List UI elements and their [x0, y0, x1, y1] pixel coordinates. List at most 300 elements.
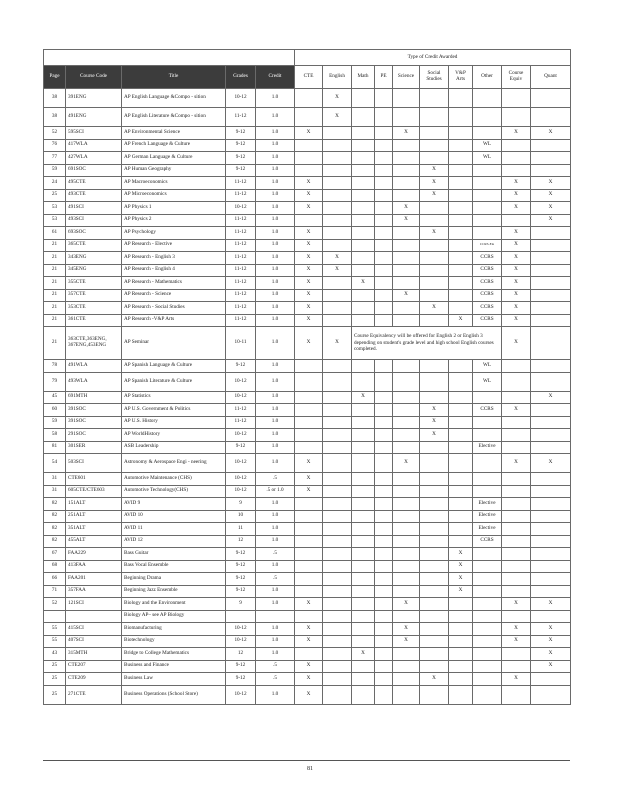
table-row — [44, 648, 571, 661]
pe-cell — [375, 252, 393, 265]
course-equiv-cell — [502, 523, 531, 536]
vp-arts-cell — [449, 648, 473, 661]
course-code-cell: 151ALT — [66, 498, 122, 511]
course-credit-table — [43, 49, 571, 705]
social-studies-cell — [420, 510, 449, 523]
page-cell: 21 — [44, 277, 66, 290]
quant-cell: X — [531, 623, 571, 636]
social-studies-cell — [420, 685, 449, 704]
course-equiv-cell — [502, 164, 531, 177]
col-page-header: Page — [44, 66, 66, 89]
quant-cell: X — [531, 648, 571, 661]
grades-cell: 9 — [226, 598, 256, 611]
credit-cell: 1.0 — [256, 177, 295, 190]
quant-cell — [531, 573, 571, 586]
other-cell — [473, 685, 502, 704]
science-cell — [393, 391, 420, 404]
social-studies-cell: X — [420, 302, 449, 315]
table-row — [44, 252, 571, 265]
math-cell — [352, 510, 375, 523]
english-cell — [323, 473, 352, 486]
credit-cell: 1.0 — [256, 523, 295, 536]
course-equiv-cell — [502, 660, 531, 673]
math-cell — [352, 416, 375, 429]
math-cell — [352, 372, 375, 391]
course-equiv-cell: X — [502, 673, 531, 686]
credit-cell: 1.0 — [256, 152, 295, 165]
other-cell — [473, 610, 502, 623]
course-equiv-cell: X — [502, 302, 531, 315]
course-equiv-cell — [502, 441, 531, 454]
social-studies-cell — [420, 289, 449, 302]
page-cell: 31 — [44, 485, 66, 498]
vp-arts-cell — [449, 264, 473, 277]
table-row — [44, 227, 571, 240]
course-equiv-cell: X — [502, 598, 531, 611]
science-cell: X — [393, 454, 420, 473]
grades-cell: 11-12 — [226, 302, 256, 315]
vp-arts-cell — [449, 404, 473, 417]
cte-cell — [295, 139, 323, 152]
social-studies-cell — [420, 623, 449, 636]
credit-cell: .5 — [256, 548, 295, 561]
course-code-cell: 357CTE — [66, 289, 122, 302]
title-cell: AP English Literature &Compo - sition — [122, 108, 226, 127]
science-cell — [393, 610, 420, 623]
social-studies-cell — [420, 635, 449, 648]
grades-cell: 11-12 — [226, 277, 256, 290]
cte-cell: X — [295, 239, 323, 252]
cte-cell — [295, 560, 323, 573]
grades-cell: 9-12 — [226, 360, 256, 373]
math-cell — [352, 252, 375, 265]
grades-cell: 9-12 — [226, 164, 256, 177]
science-cell — [393, 89, 420, 108]
english-cell — [323, 635, 352, 648]
english-cell — [323, 648, 352, 661]
vp-arts-cell — [449, 139, 473, 152]
course-code-cell: 691SOC — [66, 164, 122, 177]
col-course-equiv-header: Course Equiv — [502, 66, 531, 89]
credit-cell: 1.0 — [256, 327, 295, 360]
course-code-cell: 353CTE — [66, 302, 122, 315]
science-cell — [393, 585, 420, 598]
other-cell: WL — [473, 360, 502, 373]
cte-cell — [295, 610, 323, 623]
course-equiv-cell: X — [502, 127, 531, 140]
social-studies-cell: X — [420, 227, 449, 240]
other-cell — [473, 214, 502, 227]
course-equiv-cell — [502, 108, 531, 127]
pe-cell — [375, 585, 393, 598]
english-cell — [323, 523, 352, 536]
social-studies-cell — [420, 454, 449, 473]
math-cell — [352, 485, 375, 498]
course-equiv-cell: X — [502, 177, 531, 190]
math-cell — [352, 598, 375, 611]
table-row — [44, 535, 571, 548]
quant-cell — [531, 302, 571, 315]
cte-cell — [295, 429, 323, 442]
english-cell — [323, 585, 352, 598]
grades-cell: 9-12 — [226, 673, 256, 686]
title-cell: AP Physics 2 — [122, 214, 226, 227]
quant-cell — [531, 152, 571, 165]
cte-cell: X — [295, 314, 323, 327]
credit-cell: 1.0 — [256, 164, 295, 177]
page-cell: 21 — [44, 239, 66, 252]
quant-cell — [531, 673, 571, 686]
science-cell — [393, 498, 420, 511]
other-cell — [473, 673, 502, 686]
table-row — [44, 548, 571, 561]
cte-cell: X — [295, 277, 323, 290]
page-cell: 61 — [44, 227, 66, 240]
page-cell: 82 — [44, 535, 66, 548]
science-cell — [393, 441, 420, 454]
credit-cell: 1.0 — [256, 264, 295, 277]
vp-arts-cell — [449, 227, 473, 240]
course-equiv-cell — [502, 585, 531, 598]
title-cell: AP Research - Elective — [122, 239, 226, 252]
cte-cell: X — [295, 177, 323, 190]
vp-arts-cell — [449, 485, 473, 498]
cte-cell: X — [295, 264, 323, 277]
grades-cell: 12 — [226, 648, 256, 661]
table-row — [44, 164, 571, 177]
course-equiv-cell: X — [502, 277, 531, 290]
table-row — [44, 510, 571, 523]
course-code-cell: 391ENG — [66, 89, 122, 108]
page-cell: 53 — [44, 214, 66, 227]
other-cell — [473, 635, 502, 648]
course-equiv-cell — [502, 89, 531, 108]
course-equiv-cell — [502, 485, 531, 498]
quant-cell — [531, 498, 571, 511]
credit-cell: 1.0 — [256, 585, 295, 598]
table-row — [44, 623, 571, 636]
pe-cell — [375, 429, 393, 442]
social-studies-cell — [420, 648, 449, 661]
social-studies-cell — [420, 598, 449, 611]
equivalency-note: Course Equivalency will be offered for English 2 or English 3 depending on student's grade level and high school English courses completed. — [352, 327, 502, 360]
table-row — [44, 523, 571, 536]
page-cell: 31 — [44, 473, 66, 486]
grades-cell: 11-12 — [226, 314, 256, 327]
pe-cell — [375, 289, 393, 302]
grades-cell: 10-12 — [226, 391, 256, 404]
science-cell — [393, 360, 420, 373]
cte-cell: X — [295, 302, 323, 315]
other-cell — [473, 164, 502, 177]
page-cell: 25 — [44, 660, 66, 673]
grades-cell: 9-12 — [226, 548, 256, 561]
vp-arts-cell — [449, 152, 473, 165]
title-cell: Business Operations (School Store) — [122, 685, 226, 704]
credit-cell: 1.0 — [256, 214, 295, 227]
social-studies-cell — [420, 139, 449, 152]
math-cell — [352, 239, 375, 252]
credit-cell: 1.0 — [256, 560, 295, 573]
english-cell: X — [323, 252, 352, 265]
science-cell — [393, 673, 420, 686]
title-cell: AP Research - Science — [122, 289, 226, 302]
science-cell — [393, 429, 420, 442]
science-cell — [393, 152, 420, 165]
credit-cell: 1.0 — [256, 139, 295, 152]
grades-cell: 10-12 — [226, 685, 256, 704]
grades-cell: 10-12 — [226, 372, 256, 391]
quant-cell: X — [531, 660, 571, 673]
pe-cell — [375, 108, 393, 127]
quant-cell: X — [531, 635, 571, 648]
quant-cell — [531, 523, 571, 536]
grades-cell: 11-12 — [226, 108, 256, 127]
table-body — [44, 89, 571, 705]
pe-cell — [375, 673, 393, 686]
course-code-cell: 301SER — [66, 441, 122, 454]
page-cell: 38 — [44, 108, 66, 127]
table-row — [44, 372, 571, 391]
quant-cell — [531, 239, 571, 252]
page-cell: 68 — [44, 560, 66, 573]
science-cell — [393, 573, 420, 586]
english-cell — [323, 498, 352, 511]
math-cell — [352, 473, 375, 486]
other-cell — [473, 454, 502, 473]
cte-cell — [295, 585, 323, 598]
table-row — [44, 485, 571, 498]
pe-cell — [375, 648, 393, 661]
credit-cell: 1.0 — [256, 108, 295, 127]
other-cell: CCRS — [473, 302, 502, 315]
english-cell: X — [323, 327, 352, 360]
social-studies-cell — [420, 585, 449, 598]
math-cell — [352, 548, 375, 561]
other-cell: CCRS — [473, 264, 502, 277]
grades-cell: 9-12 — [226, 139, 256, 152]
english-cell — [323, 548, 352, 561]
pe-cell — [375, 485, 393, 498]
course-equiv-cell — [502, 214, 531, 227]
cte-cell — [295, 164, 323, 177]
science-cell: X — [393, 202, 420, 215]
grades-cell: 10-12 — [226, 635, 256, 648]
course-equiv-cell — [502, 535, 531, 548]
quant-cell — [531, 360, 571, 373]
grades-cell: 11-12 — [226, 416, 256, 429]
social-studies-cell — [420, 560, 449, 573]
other-cell — [473, 623, 502, 636]
course-equiv-cell — [502, 391, 531, 404]
cte-cell: X — [295, 252, 323, 265]
science-cell: X — [393, 127, 420, 140]
course-code-cell: FAA229 — [66, 548, 122, 561]
col-other-header: Other — [473, 66, 502, 89]
title-cell: Bass Vocal Ensemble — [122, 560, 226, 573]
title-cell: Biology and the Environment — [122, 598, 226, 611]
title-cell: AP U.S. History — [122, 416, 226, 429]
math-cell — [352, 202, 375, 215]
table-row — [44, 560, 571, 573]
quant-cell — [531, 164, 571, 177]
credit-cell: 1.0 — [256, 635, 295, 648]
social-studies-cell — [420, 127, 449, 140]
page-cell: 59 — [44, 164, 66, 177]
quant-cell — [531, 416, 571, 429]
credit-cell: 1.0 — [256, 189, 295, 202]
title-cell: AP French Language & Culture — [122, 139, 226, 152]
vp-arts-cell — [449, 277, 473, 290]
course-code-cell: 495CTE — [66, 177, 122, 190]
math-cell — [352, 660, 375, 673]
course-equiv-cell: X — [502, 227, 531, 240]
grades-cell: 9 — [226, 498, 256, 511]
vp-arts-cell — [449, 202, 473, 215]
course-code-cell: 491SCI — [66, 202, 122, 215]
course-code-cell: 121SCI — [66, 598, 122, 611]
english-cell — [323, 214, 352, 227]
quant-cell: X — [531, 598, 571, 611]
english-cell: X — [323, 264, 352, 277]
social-studies-cell — [420, 360, 449, 373]
pe-cell — [375, 277, 393, 290]
title-cell: AP Human Geography — [122, 164, 226, 177]
title-cell: AP German Language & Culture — [122, 152, 226, 165]
social-studies-cell — [420, 573, 449, 586]
course-equiv-cell: X — [502, 623, 531, 636]
course-code-cell: 291SOC — [66, 429, 122, 442]
pe-cell — [375, 264, 393, 277]
credit-cell: 1.0 — [256, 372, 295, 391]
page-cell: 54 — [44, 454, 66, 473]
math-cell — [352, 360, 375, 373]
other-cell — [473, 485, 502, 498]
vp-arts-cell — [449, 391, 473, 404]
vp-arts-cell — [449, 239, 473, 252]
course-equiv-cell: X — [502, 404, 531, 417]
credit-cell: 1.0 — [256, 510, 295, 523]
course-equiv-cell: X — [502, 239, 531, 252]
cte-cell — [295, 535, 323, 548]
math-cell: X — [352, 277, 375, 290]
page-cell: 52 — [44, 127, 66, 140]
math-cell — [352, 404, 375, 417]
english-cell — [323, 372, 352, 391]
english-cell — [323, 164, 352, 177]
page-cell: 59 — [44, 416, 66, 429]
course-code-cell: 491ENG — [66, 108, 122, 127]
english-cell — [323, 610, 352, 623]
course-code-cell: 427WLA — [66, 152, 122, 165]
cte-cell: X — [295, 598, 323, 611]
vp-arts-cell — [449, 473, 473, 486]
other-cell: Elective — [473, 498, 502, 511]
grades-cell: 10 — [226, 510, 256, 523]
other-cell — [473, 127, 502, 140]
table-row — [44, 127, 571, 140]
science-cell — [393, 108, 420, 127]
pe-cell — [375, 239, 393, 252]
course-equiv-cell: X — [502, 635, 531, 648]
pe-cell — [375, 127, 393, 140]
table-row — [44, 189, 571, 202]
other-cell: WL — [473, 152, 502, 165]
course-equiv-cell: X — [502, 454, 531, 473]
social-studies-cell — [420, 441, 449, 454]
math-cell — [352, 314, 375, 327]
title-cell: Biomanufacturing — [122, 623, 226, 636]
table-row — [44, 441, 571, 454]
science-cell — [393, 473, 420, 486]
grades-cell: 11-12 — [226, 227, 256, 240]
science-cell: X — [393, 214, 420, 227]
cte-cell: X — [295, 454, 323, 473]
title-cell: AP Physics 1 — [122, 202, 226, 215]
title-cell: AP Research - English 4 — [122, 264, 226, 277]
social-studies-cell — [420, 264, 449, 277]
table-row — [44, 277, 571, 290]
page-cell: 81 — [44, 441, 66, 454]
pe-cell — [375, 302, 393, 315]
other-cell — [473, 416, 502, 429]
table-row — [44, 473, 571, 486]
footer-divider — [43, 760, 570, 761]
pe-cell — [375, 404, 393, 417]
table-row — [44, 327, 571, 360]
quant-cell — [531, 510, 571, 523]
credit-cell: .5 — [256, 473, 295, 486]
english-cell — [323, 685, 352, 704]
credit-cell: 1.0 — [256, 416, 295, 429]
title-cell: Bridge to College Mathematics — [122, 648, 226, 661]
social-studies-cell — [420, 152, 449, 165]
credit-cell: 1.0 — [256, 239, 295, 252]
science-cell — [393, 548, 420, 561]
math-cell — [352, 635, 375, 648]
math-cell — [352, 673, 375, 686]
grades-cell: 9-12 — [226, 585, 256, 598]
math-cell: X — [352, 648, 375, 661]
page-cell: 38 — [44, 89, 66, 108]
credit-cell: 1.0 — [256, 535, 295, 548]
vp-arts-cell: X — [449, 573, 473, 586]
math-cell — [352, 441, 375, 454]
course-equiv-cell — [502, 510, 531, 523]
quant-cell — [531, 252, 571, 265]
grades-cell: 10-12 — [226, 485, 256, 498]
vp-arts-cell — [449, 635, 473, 648]
quant-cell: X — [531, 189, 571, 202]
page-cell: 52 — [44, 598, 66, 611]
vp-arts-cell — [449, 454, 473, 473]
quant-cell — [531, 314, 571, 327]
math-cell — [352, 454, 375, 473]
course-equiv-cell — [502, 548, 531, 561]
course-code-cell: 363CTE,363ENG, 367ENG,453ENG — [66, 327, 122, 360]
quant-cell — [531, 404, 571, 417]
social-studies-cell: X — [420, 416, 449, 429]
pe-cell — [375, 473, 393, 486]
table-row — [44, 685, 571, 704]
vp-arts-cell — [449, 302, 473, 315]
science-cell — [393, 523, 420, 536]
vp-arts-cell: X — [449, 585, 473, 598]
vp-arts-cell — [449, 660, 473, 673]
table-row — [44, 152, 571, 165]
math-cell — [352, 189, 375, 202]
page-number: 81 — [307, 766, 313, 772]
